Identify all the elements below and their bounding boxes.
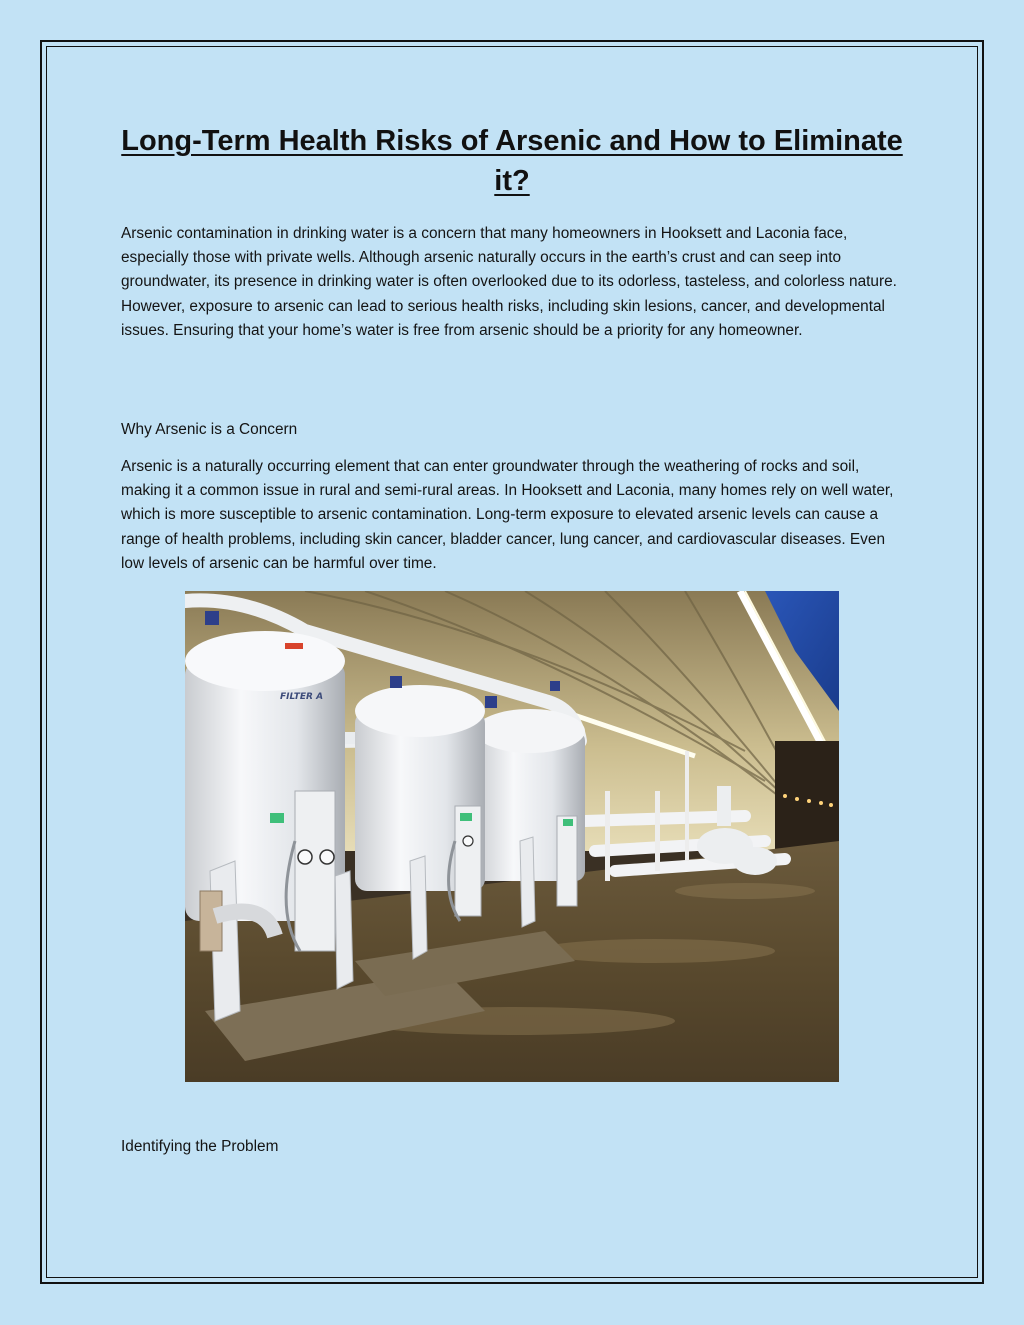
document-title: Long-Term Health Risks of Arsenic and How to Eliminate it? <box>121 125 903 197</box>
tank-label: FILTER A <box>280 692 324 702</box>
section-body-why-arsenic: Arsenic is a naturally occurring element that can enter groundwater through the weathering of rocks and soil, making it a common issue in rural and semi-rural areas. In Hooksett and Laconia, many homes rely on well water, which is more susceptible to arsenic contamination. Long-term exposure to elevated arsenic levels can cause a range of health problems, including skin cancer, bladder cancer, lung cancer, and cardiovascular diseases. Even low levels of arsenic can be harmful over time. <box>121 458 894 572</box>
water-treatment-facility-photo <box>185 591 839 1082</box>
intro-paragraph: Arsenic contamination in drinking water is a concern that many homeowners in Hooksett and Laconia face, especially those with private wells. Although arsenic naturally occurs in the earth’s crust and can seep into groundwater, its presence in drinking water is often overlooked due to its odorless, tasteless, and colorless nature. However, exposure to arsenic can lead to serious health risks, including skin lesions, cancer, and developmental issues. Ensuring that your home’s water is free from arsenic should be a priority for any homeowner. <box>121 225 897 339</box>
section-heading-why-arsenic: Why Arsenic is a Concern <box>121 421 298 438</box>
section-heading-identifying-problem: Identifying the Problem <box>121 1138 279 1155</box>
